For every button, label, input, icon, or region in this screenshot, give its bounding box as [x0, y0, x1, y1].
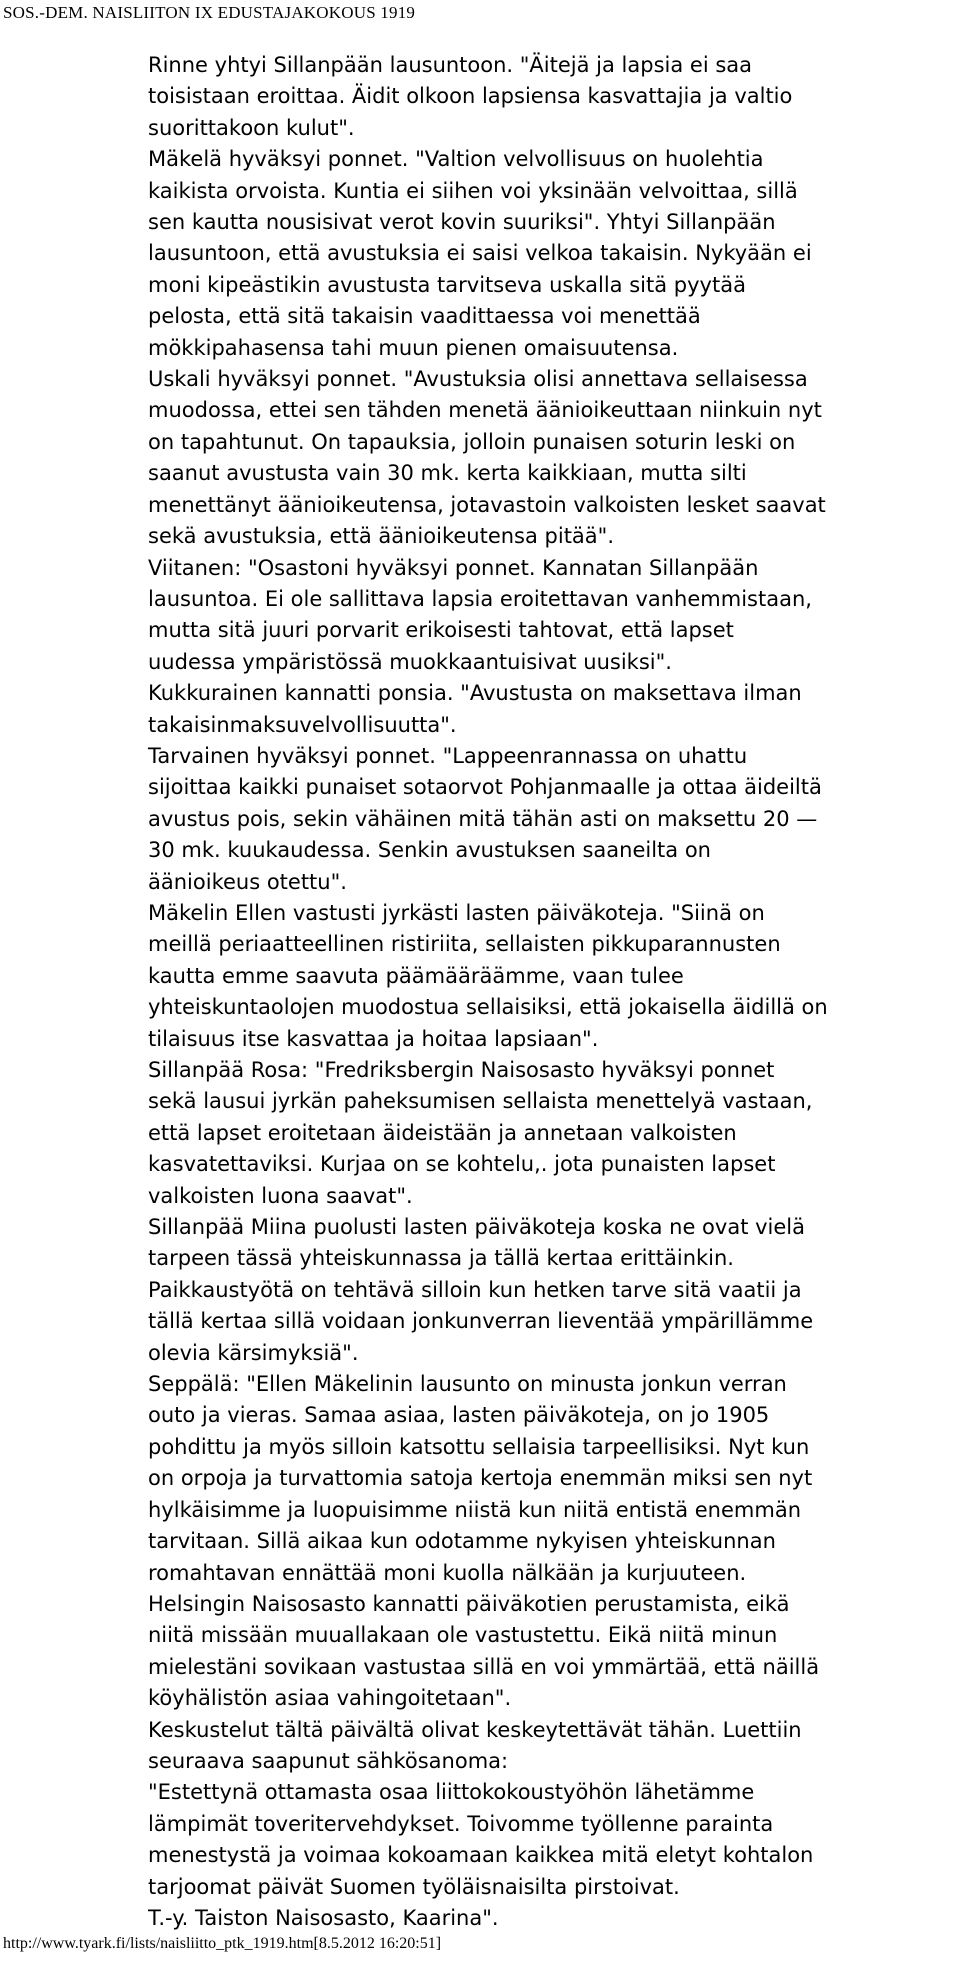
- paragraph-tarvainen: Tarvainen hyväksyi ponnet. "Lappeenrannassa on uhattu sijoittaa kaikki punaiset sotaorvot Pohjanmaalle ja ottaa äideiltä avustus pois, sekin vähäinen mitä tähän asti on maksettu 20 — 30 mk. kuukaudessa. Senkin avustuksen saaneilta on äänioikeus otettu".: [148, 743, 822, 894]
- paragraph-telegram: "Estettynä ottamasta osaa liittokokoustyöhön lähetämme lämpimät toveritervehdykset. Toivomme työllenne parainta menestystä ja voimaa kokoamaan kaikkea mitä eletyt kohtalon tarjoomat päivät Suomen työläisnaisilta pirstoivat.: [148, 1780, 814, 1899]
- paragraph-makela: Mäkelä hyväksyi ponnet. "Valtion velvollisuus on huolehtia kaikista orvoista. Kuntia ei siihen voi yksinään velvoittaa, sillä sen kautta nousisivat verot kovin suuriksi". Yhtyi Sillanpään lausuntoon, että avustuksia ei saisi velkoa takaisin. Nykyään ei moni kipeästikin avustusta tarvitseva uskalla sitä pyytää pelosta, että sitä takaisin vaadittaessa voi menettää mökkipahasensa tahi muun pienen omaisuutensa.: [148, 147, 812, 360]
- paragraph-viitanen: Viitanen: "Osastoni hyväksyi ponnet. Kannatan Sillanpään lausuntoa. Ei ole sallittava lapsia eroitettavan vanhemmistaan, mutta sitä juuri porvarit erikoisesti tahtovat, että lapset uudessa ympäristössä muokkaantuisivat uusiksi".: [148, 555, 812, 674]
- paragraph-sillanpaa-rosa: Sillanpää Rosa: "Fredriksbergin Naisosasto hyväksyi ponnet sekä lausui jyrkän paheksumisen sellaista menettelyä vastaan, että lapset eroitetaan äideistään ja annetaan valkoisten kasvatettaviksi. Kurjaa on se kohtelu,. jota punaisten lapset valkoisten luona saavat".: [148, 1058, 813, 1208]
- paragraph-kukkurainen: Kukkurainen kannatti ponsia. "Avustusta on maksettava ilman takaisinmaksuvelvollisuutta".: [148, 681, 802, 737]
- page-footer-url: http://www.tyark.fi/lists/naisliitto_ptk_1919.htm[8.5.2012 16:20:51]: [3, 1935, 442, 1952]
- paragraph-keskustelut: Keskustelut tältä päivältä olivat keskeytettävät tähän. Luettiin seuraava saapunut sähkösanoma:: [148, 1717, 802, 1773]
- paragraph-sillanpaa-miina: Sillanpää Miina puolusti lasten päiväkoteja koska ne ovat vielä tarpeen tässä yhteiskunnassa ja tällä kertaa erittäinkin. Paikkaustyötä on tehtävä silloin kun hetken tarve sitä vaatii ja tällä kertaa sillä voidaan jonkunverran lieventää ympärillämme olevia kärsimyksiä".: [148, 1215, 814, 1365]
- paragraph-makelin: Mäkelin Ellen vastusti jyrkästi lasten päiväkoteja. "Siinä on meillä periaatteellinen ristiriita, sellaisten pikkuparannusten kautta emme saavuta päämääräämme, vaan tulee yhteiskuntaolojen muodostua sellaisiksi, että jokaisella äidillä on tilaisuus itse kasvattaa ja hoitaa lapsiaan".: [148, 900, 828, 1051]
- paragraph-rinne: Rinne yhtyi Sillanpään lausuntoon. "Äitejä ja lapsia ei saa toisistaan eroittaa. Äidit olkoon lapsiensa kasvattajia ja valtio suorittakoon kulut".: [148, 53, 793, 140]
- page-header-title: SOS.-DEM. NAISLIITON IX EDUSTAJAKOKOUS 1919: [3, 3, 416, 22]
- paragraph-signature: T.-y. Taiston Naisosasto, Kaarina".: [148, 1905, 499, 1930]
- paragraph-uskali: Uskali hyväksyi ponnet. "Avustuksia olisi annettava sellaisessa muodossa, ettei sen tähden menetä äänioikeuttaan niinkuin nyt on tapahtunut. On tapauksia, jolloin punaisen soturin leski on saanut avustusta vain 30 mk. kerta kaikkiaan, mutta silti menettänyt äänioikeutensa, jotavastoin valkoisten lesket saavat sekä avustuksia, että äänioikeutensa pitää".: [148, 367, 826, 549]
- document-body: [148, 50, 960, 1934]
- paragraph-seppala: Seppälä: "Ellen Mäkelinin lausunto on minusta jonkun verran outo ja vieras. Samaa asiaa, lasten päiväkoteja, on jo 1905 pohdittu ja myös silloin katsottu sellaisia tarpeellisiksi. Nyt kun on orpoja ja turvattomia satoja kertoja enemmän miksi sen nyt hylkäisimme ja luopuisimme niistä kun niitä entistä enemmän tarvitaan. Sillä aikaa kun odotamme nykyisen yhteiskunnan romahtavan ennättää moni kuolla nälkään ja kurjuuteen. Helsingin Naisosasto kannatti päiväkotien perustamista, eikä niitä missään muuallakaan ole vastustettu. Eikä niitä minun mielestäni sovikaan vastustaa sillä en voi ymmärtää, että näillä köyhälistön asiaa vahingoitetaan".: [148, 1372, 820, 1711]
